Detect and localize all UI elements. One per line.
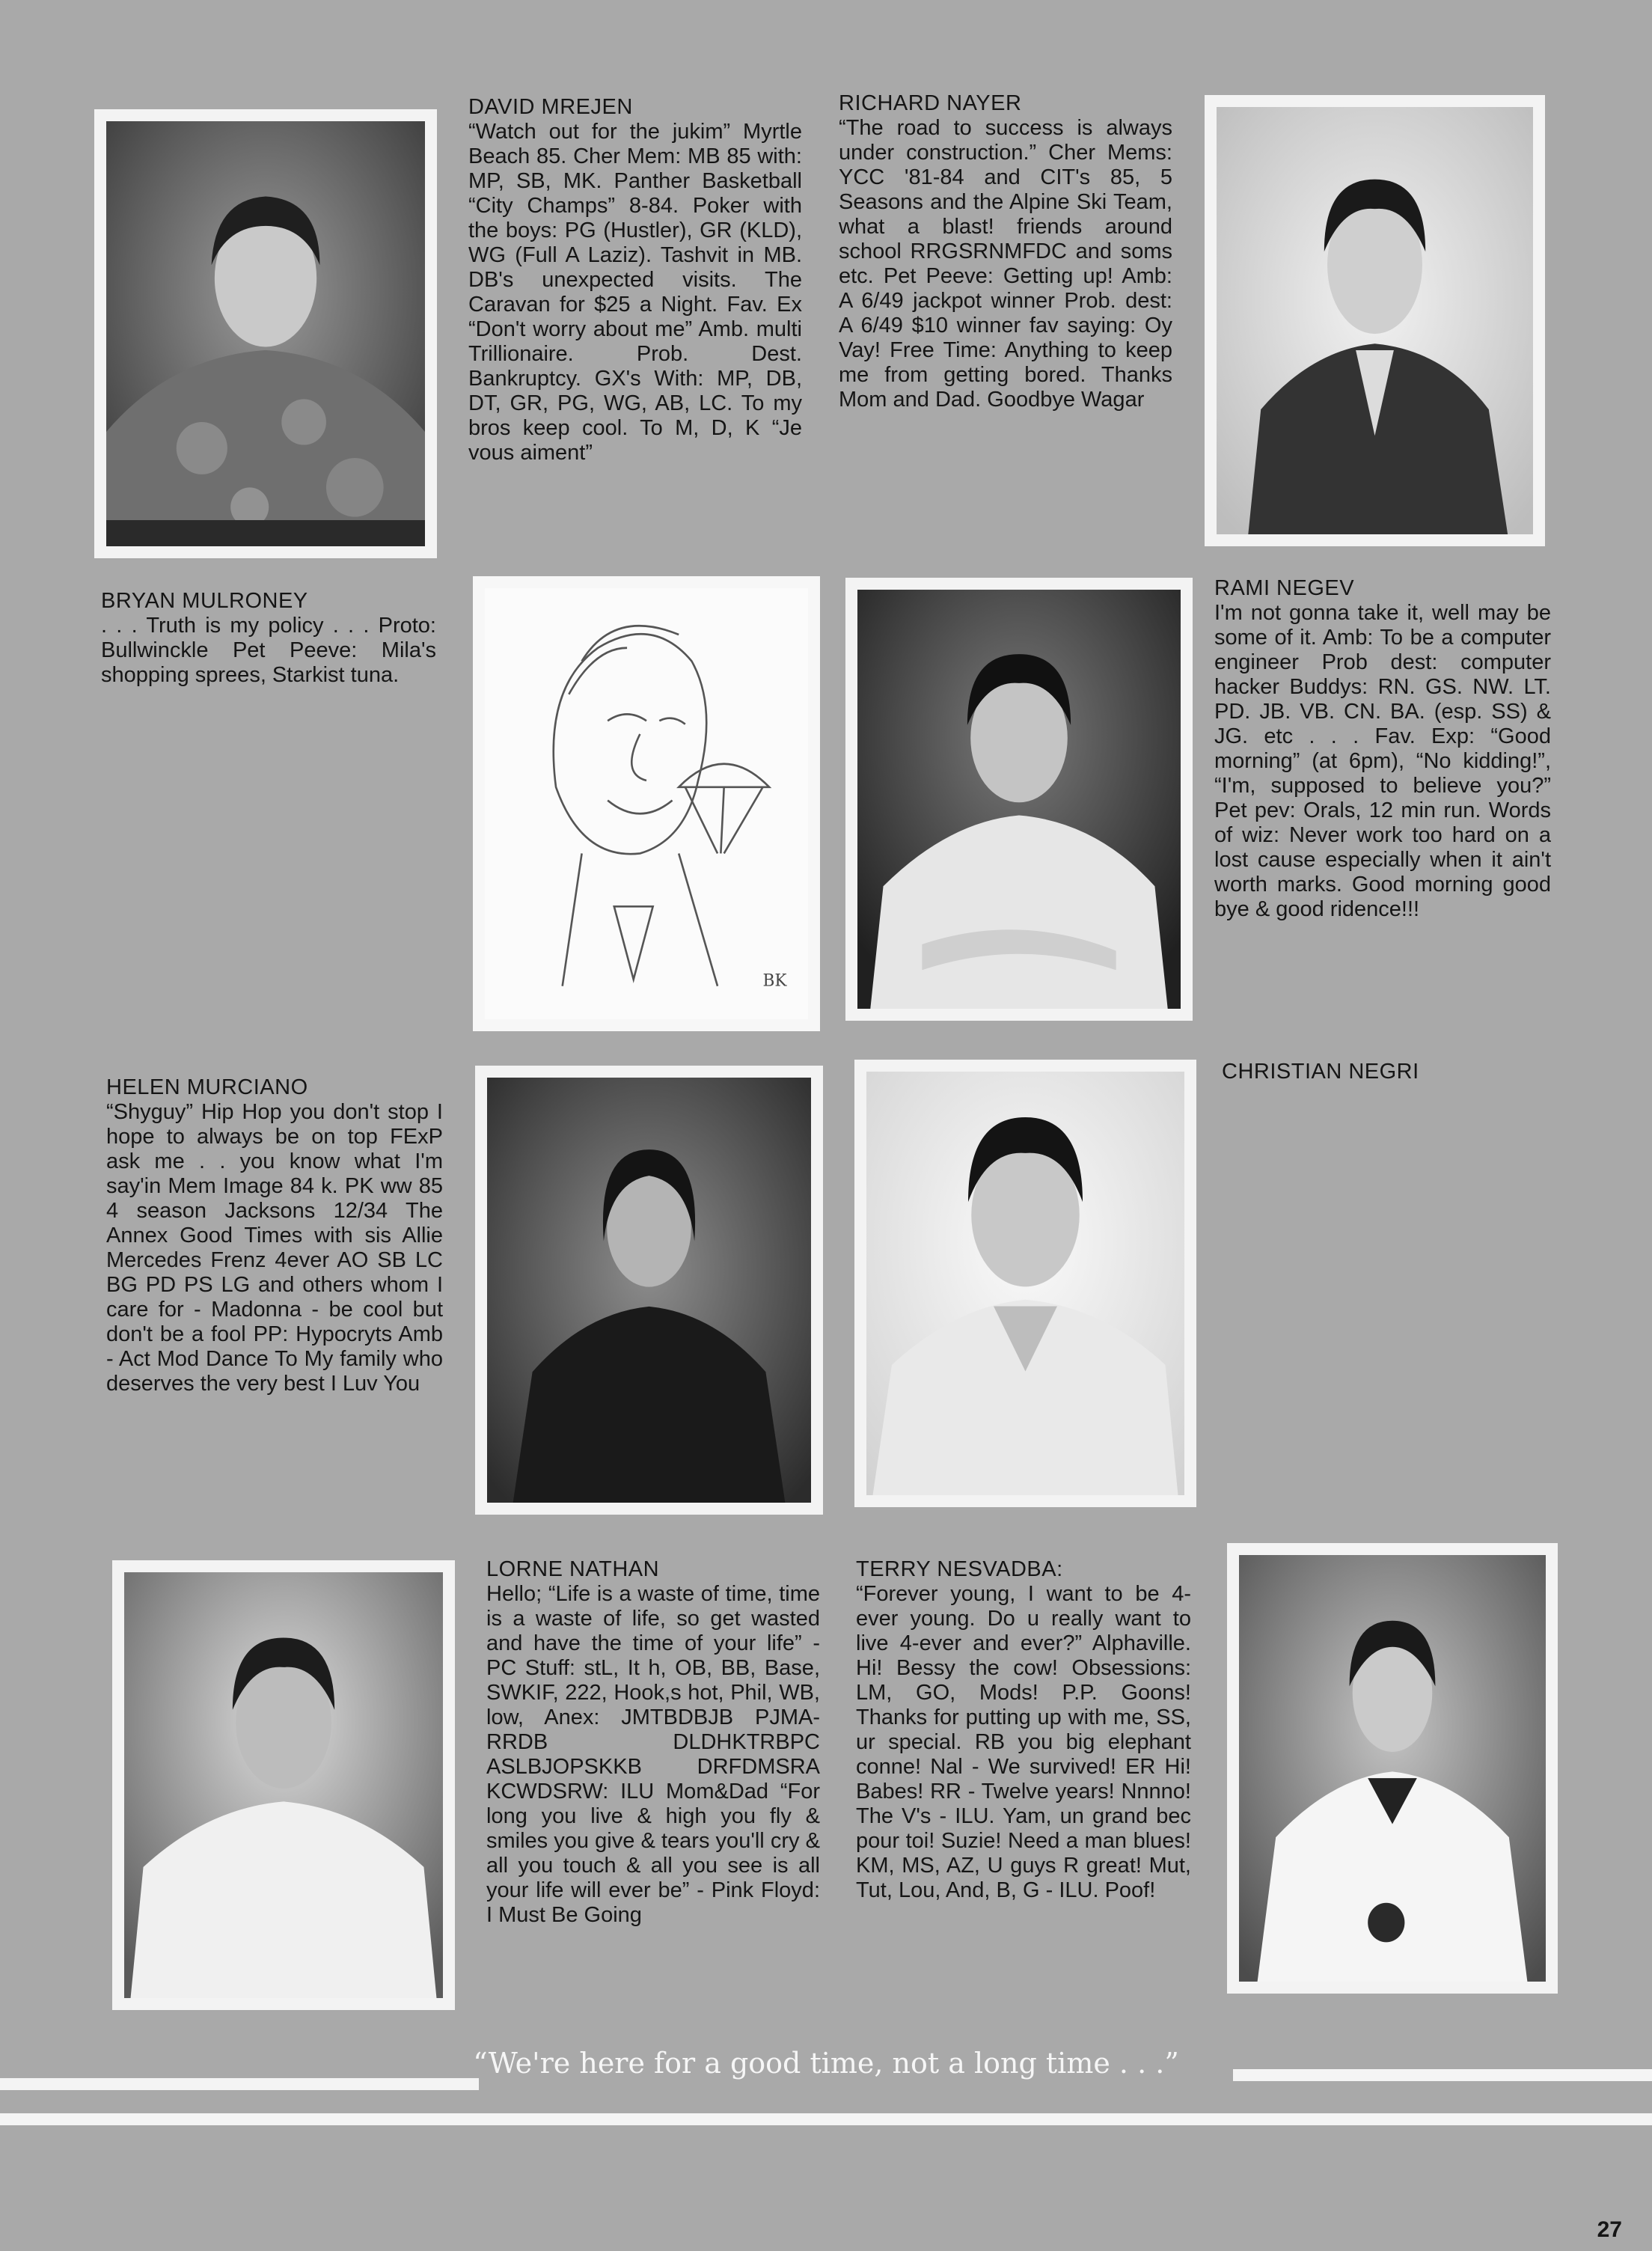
portrait-rami-negev xyxy=(845,578,1193,1021)
student-name: HELEN MURCIANO xyxy=(106,1075,308,1099)
caricature-bryan-mulroney xyxy=(473,576,820,1031)
entry-david-mrejen xyxy=(468,95,802,465)
caricature-signature: BK xyxy=(762,971,787,991)
portrait-helen-murciano xyxy=(475,1066,823,1515)
student-bio: “Watch out for the jukim” Myrtle Beach 85. Cher Mem: MB 85 with: MP, SB, MK. Panther Basketball “City Champs” 8-84. Poker with the boys: PG (Hustler), GR (KLD), WG (Full A Laziz). Tashvit in MB. DB's unexpected visits. The Caravan for $25 a Night. Fav. Ex “Don't worry about me” Amb. multi Trillionaire. Prob. Dest. Bankruptcy. GX's With: MP, DB, DT, GR, PG, WG, AB, LC. To my bros keep cool. To M, D, K “Je vous aiment” xyxy=(468,120,802,465)
student-bio: “Shyguy” Hip Hop you don't stop I hope to always be on top FExP ask me . . you know what I'm say'in Mem Image 84 k. PK ww 85 4 season Jacksons 12/34 The Annex Good Times with sis Allie Mercedes Frenz 4ever AO SB LC BG PD PS LG and others whom I care for - Madonna - be cool but don't be a fool PP: Hypocryts Amb - Act Mod Dance To My family who deserves the very best I Luv You xyxy=(106,1100,443,1396)
student-bio: “The road to success is always under construction.” Cher Mems: YCC '81-84 and CIT's 85, 5 Seasons and the Alpine Ski Team, what a blast! friends around school RRGSRNMFDC and soms etc. Pet Peeve: Getting up! Amb: A 6/49 jackpot winner Prob. dest: A 6/49 $10 winner fav saying: Oy Vay! Free Time: Anything to keep me from getting bored. Thanks Mom and Dad. Goodbye Wagar xyxy=(839,116,1172,412)
motto-band-upper-left xyxy=(0,2078,479,2090)
portrait-christian-negri xyxy=(854,1060,1196,1507)
entry-bryan-mulroney xyxy=(101,589,436,688)
student-name: RICHARD NAYER xyxy=(839,91,1022,115)
student-bio: I'm not gonna take it, well may be some of it. Amb: To be a computer engineer Prob dest: computer hacker Buddys: RN. GS. NW. LT. PD. JB. VB. CN. BA. (esp. SS) & JG. etc . . . Fav. Exp: “Good morning” (at 6pm), “No kidding!”, “I'm, supposed to believe you?” Pet pev: Orals, 12 min run. Words of wiz: Never work too hard on a lost cause especially when it ain't worth marks. Good morning good bye & good ridence!!! xyxy=(1214,601,1551,921)
student-bio: “Forever young, I want to be 4-ever young. Do u really want to live 4-ever and ever?” Alphaville. Hi! Bessy the cow! Obsessions: LM, GO, Mods! P.P. Goons! Thanks for putting up with me, SS, ur special. RB you big elephant conne! Nal - We survived! ER Hi! Babes! RR - Twelve years! Nnnno! The V's - ILU. Yam, un grand bec pour toi! Suzie! Need a man blues! KM, MS, AZ, U guys R great! Mut, Tut, Lou, And, B, G - ILU. Poof! xyxy=(856,1582,1191,1902)
entry-helen-murciano xyxy=(106,1075,443,1396)
portrait-lorne-nathan xyxy=(112,1560,455,2010)
student-name: TERRY NESVADBA: xyxy=(856,1557,1063,1581)
student-name: BRYAN MULRONEY xyxy=(101,589,308,613)
entry-terry-nesvadba xyxy=(856,1557,1191,1903)
student-bio: Hello; “Life is a waste of time, time is a waste of life, so get wasted and have the time of your life” - PC Stuff: stL, It h, OB, BB, Base, SWKIF, 222, Hook,s hot, Phil, WB, low, Anex: JMTBDBJB PJMA-RRDB DLDHKTRBPC ASLBJOPSKKB DRFDMSRA KCWDSRW: ILU Mom&Dad “For long you live & high you fly & smiles you give & tears you'll cry & all you touch & all you see is all your life will ever be” - Pink Floyd: I Must Be Going xyxy=(486,1582,820,1927)
student-name: CHRISTIAN NEGRI xyxy=(1222,1060,1419,1084)
student-name: DAVID MREJEN xyxy=(468,95,633,119)
motto: “We're here for a good time, not a long time . . .” xyxy=(473,2047,1179,2080)
motto-band-lower xyxy=(0,2113,1652,2125)
portrait-terry-nesvadba xyxy=(1227,1543,1558,1994)
entry-richard-nayer xyxy=(839,91,1172,412)
entry-christian-negri xyxy=(1222,1060,1551,1084)
page-number: 27 xyxy=(1597,2217,1622,2242)
student-bio: . . . Truth is my policy . . . Proto: Bullwinckle Pet Peeve: Mila's shopping sprees, Starkist tuna. xyxy=(101,614,436,687)
entry-lorne-nathan xyxy=(486,1557,820,1928)
portrait-richard-nayer xyxy=(1205,95,1545,546)
entry-rami-negev xyxy=(1214,576,1551,922)
portrait-david-mrejen xyxy=(94,109,437,558)
student-name: RAMI NEGEV xyxy=(1214,576,1355,600)
student-name: LORNE NATHAN xyxy=(486,1557,660,1581)
